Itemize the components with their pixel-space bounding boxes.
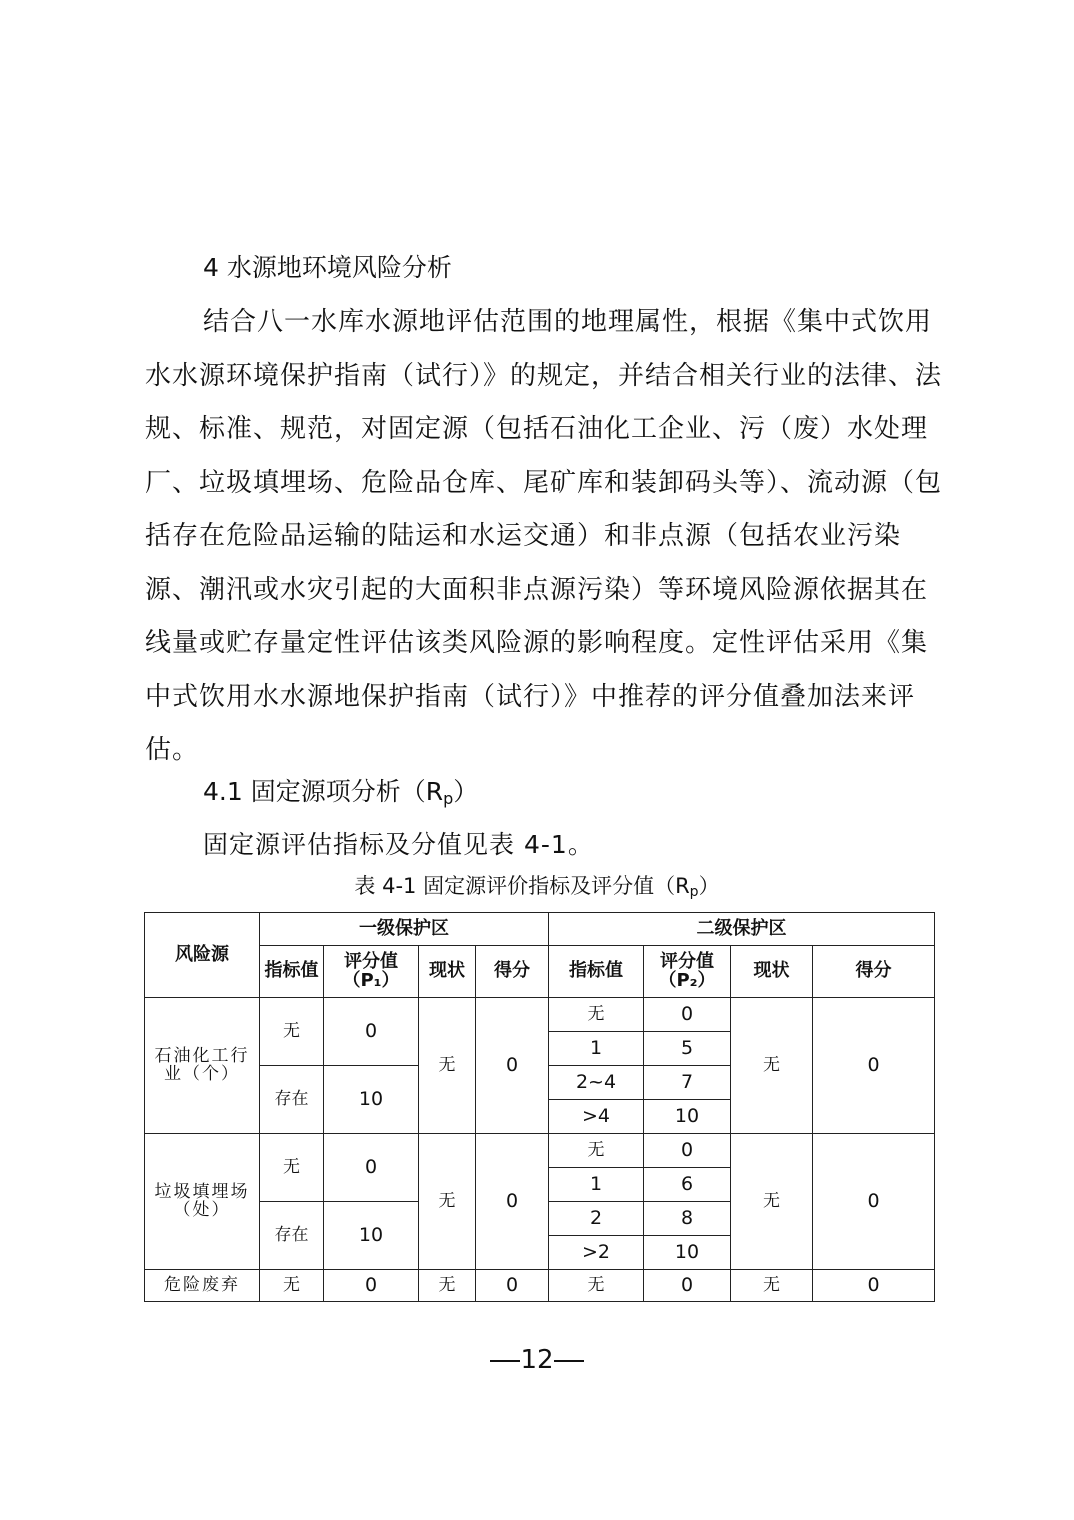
table-caption-text: 表 4-1 固定源评价指标及评分值（R	[354, 874, 690, 898]
points-cell: 0	[813, 1270, 935, 1302]
score-cell: 10	[644, 1236, 731, 1270]
indicator-cell: 无	[549, 1134, 644, 1168]
score-cell: 0	[644, 998, 731, 1032]
header-source: 风险源	[145, 913, 260, 998]
score-cell: 0	[644, 1134, 731, 1168]
header-score2: 评分值（P₂）	[644, 946, 731, 998]
points-cell: 0	[476, 1134, 549, 1270]
lead-sentence	[203, 825, 594, 861]
header-indicator2: 指标值	[549, 946, 644, 998]
indicator-cell: 2~4	[549, 1066, 644, 1100]
indicator-cell: 无	[260, 998, 324, 1066]
score-cell: 10	[644, 1100, 731, 1134]
indicator-cell: 1	[549, 1032, 644, 1066]
source-name: 垃圾填埋场（处）	[145, 1134, 260, 1270]
indicator-cell: 无	[260, 1270, 324, 1302]
score-cell: 6	[644, 1168, 731, 1202]
indicator-cell: >2	[549, 1236, 644, 1270]
score-cell: 0	[324, 1270, 419, 1302]
points-cell: 0	[813, 998, 935, 1134]
header-level1: 一级保护区	[260, 913, 549, 946]
status-cell: 无	[731, 998, 813, 1134]
body-paragraph: 结合八一水库水源地评估范围的地理属性，根据《集中式饮用水水源环境保护指南（试行）》的规定，并结合相关行业的法律、法规、标准、规范，对固定源（包括石油化工企业、污（废）水处理厂、垃圾填埋场、危险品仓库、尾矿库和装卸码头等）、流动源（包括存在危险品运输的陆运和水运交通）和非点源（包括农业污染源、潮汛或水灾引起的大面积非点源污染）等环境风险源依据其在线量或贮存量定性评估该类风险源的影响程度。定性评估采用《集中式饮用水水源地保护指南（试行）》中推荐的评分值叠加法来评估。	[145, 307, 943, 765]
page-number	[0, 1345, 1074, 1375]
indicator-cell: 存在	[260, 1202, 324, 1270]
status-cell: 无	[731, 1270, 813, 1302]
indicator-cell: >4	[549, 1100, 644, 1134]
points-cell: 0	[476, 998, 549, 1134]
section-title: 4 水源地环境风险分析	[203, 253, 452, 282]
header-level2: 二级保护区	[549, 913, 935, 946]
header-status2: 现状	[731, 946, 813, 998]
table-caption-sub: p	[689, 884, 699, 900]
indicator-cell: 2	[549, 1202, 644, 1236]
score-cell: 5	[644, 1032, 731, 1066]
header-points2: 得分	[813, 946, 935, 998]
score-cell: 8	[644, 1202, 731, 1236]
score-cell: 10	[324, 1202, 419, 1270]
lead-text: 固定源评估指标及分值见表	[203, 830, 516, 859]
table-row	[145, 998, 935, 1032]
subsection-title-text: 4.1 固定源项分析（R	[203, 777, 444, 806]
score-cell: 0	[324, 998, 419, 1066]
page-dash-right	[554, 1360, 584, 1362]
score-cell: 0	[644, 1270, 731, 1302]
table-caption-close: ）	[698, 874, 720, 898]
header-status1: 现状	[419, 946, 476, 998]
header-points1: 得分	[476, 946, 549, 998]
source-name: 危险废弃	[145, 1270, 260, 1302]
table-row	[145, 1270, 935, 1302]
header-score1: 评分值（P₁）	[324, 946, 419, 998]
status-cell: 无	[419, 1134, 476, 1270]
points-cell: 0	[476, 1270, 549, 1302]
risk-score-table	[144, 912, 935, 1302]
lead-table-ref: 4-1	[523, 830, 568, 859]
indicator-cell: 无	[549, 998, 644, 1032]
indicator-cell: 1	[549, 1168, 644, 1202]
status-cell: 无	[419, 998, 476, 1134]
page-dash-left	[490, 1360, 520, 1362]
status-cell: 无	[731, 1134, 813, 1270]
subsection-title-sub: p	[443, 789, 454, 808]
indicator-cell: 无	[260, 1134, 324, 1202]
table-row	[145, 1134, 935, 1168]
lead-end: 。	[567, 830, 594, 859]
page-number-text: 12	[520, 1345, 554, 1375]
indicator-cell: 无	[549, 1270, 644, 1302]
score-cell: 7	[644, 1066, 731, 1100]
source-name: 石油化工行业（个）	[145, 998, 260, 1134]
subsection-title	[203, 772, 478, 808]
indicator-cell: 存在	[260, 1066, 324, 1134]
table-caption	[0, 870, 1074, 900]
score-cell: 10	[324, 1066, 419, 1134]
points-cell: 0	[813, 1134, 935, 1270]
status-cell: 无	[419, 1270, 476, 1302]
subsection-title-close: ）	[453, 777, 479, 806]
score-cell: 0	[324, 1134, 419, 1202]
header-indicator1: 指标值	[260, 946, 324, 998]
